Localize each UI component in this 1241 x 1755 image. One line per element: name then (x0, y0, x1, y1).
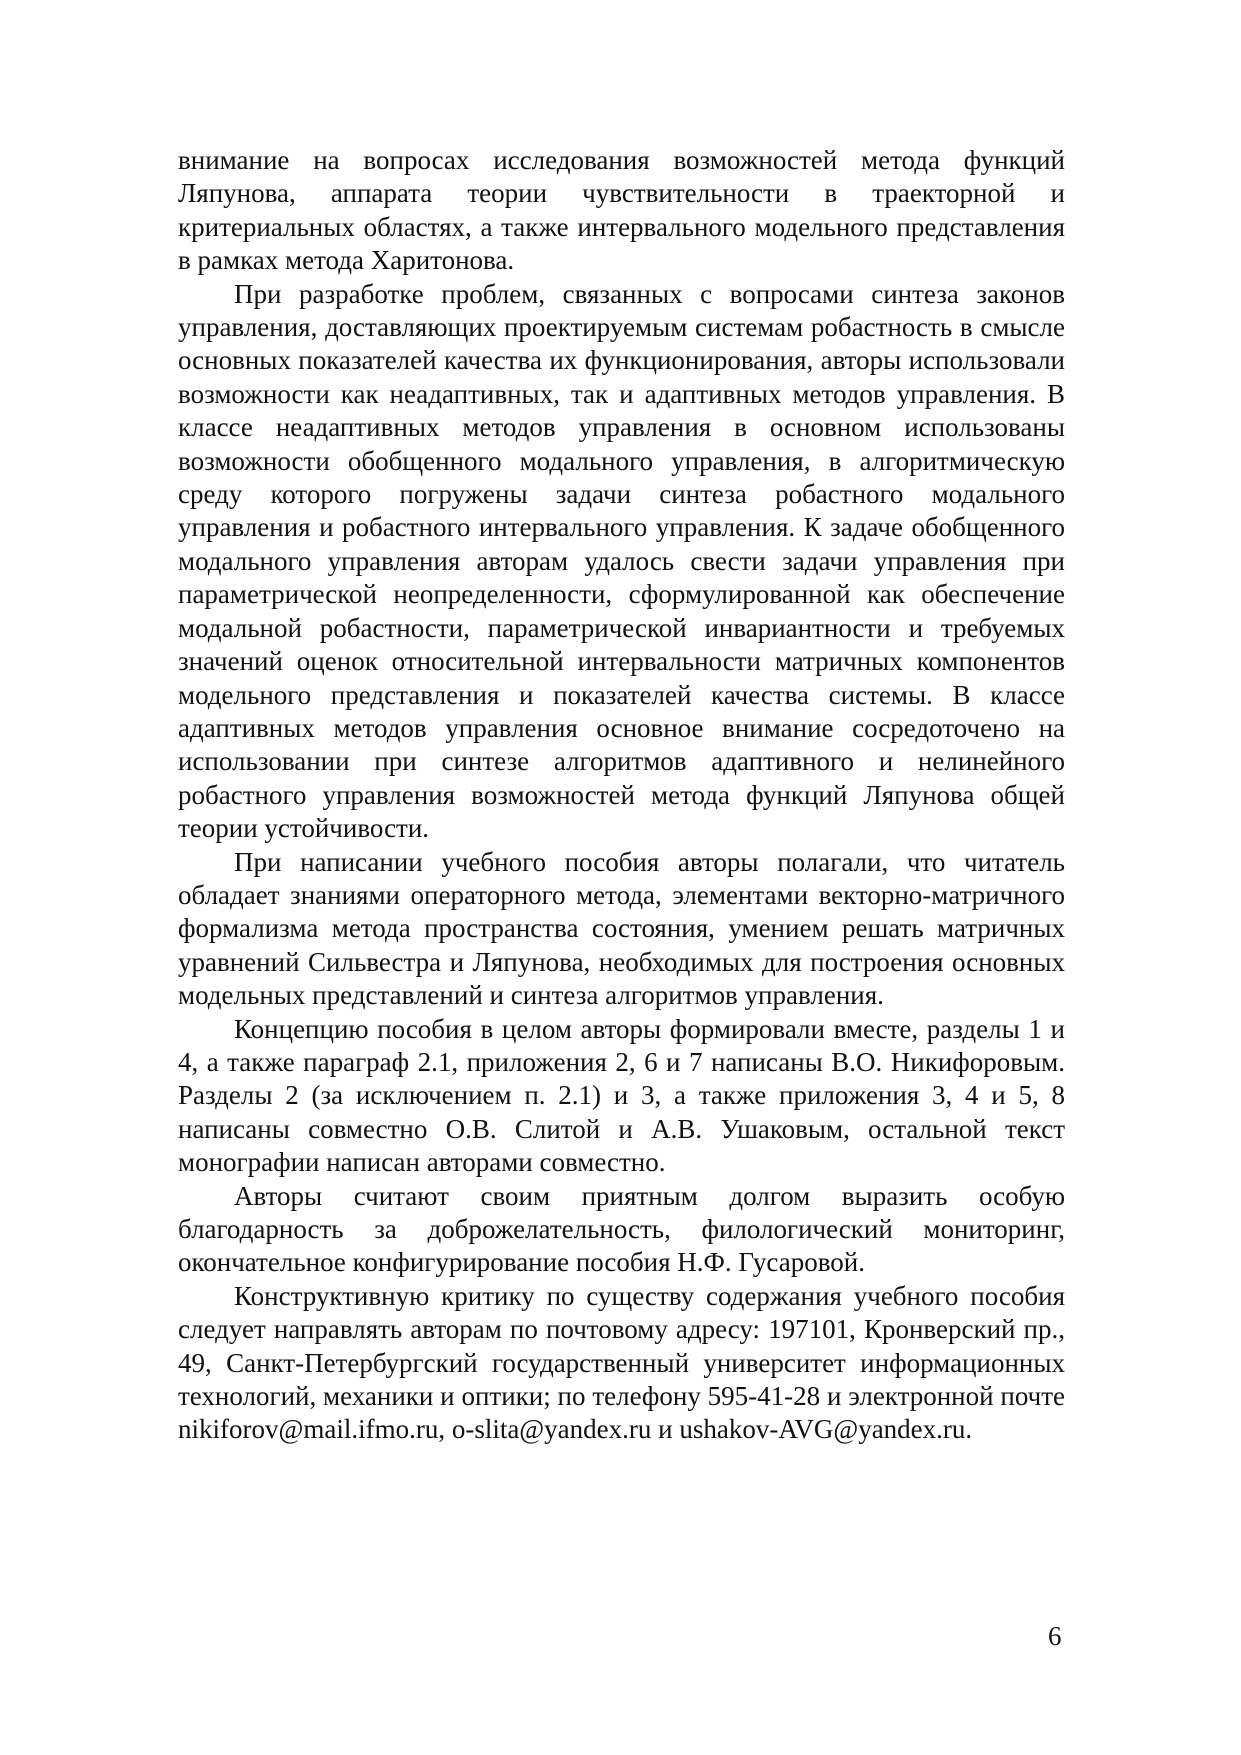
paragraph-acknowledgement: Авторы считают своим приятным долгом выразить особую благодарность за доброжелательность, филологический мониторинг, окончательное конфигурирование пособия Н.Ф. Гусаровой. (178, 1180, 1065, 1278)
paragraph-continuation: внимание на вопросах исследования возможностей метода функций Ляпунова, аппарата теории чувствительности в траекторной и критериальных областях, а также интервального модельного представления в рамках метода Харитонова. (178, 145, 1065, 276)
paragraph-reader-prerequisites: При написании учебного пособия авторы полагали, что читатель обладает знаниями операторного метода, элементами векторно-матричного формализма метода пространства состояния, умением решать матричных уравнений Сильвестра и Ляпунова, необходимых для построения основных модельных представлений и синтеза алгоритмов управления. (178, 846, 1065, 1011)
paragraph-authorship: Концепцию пособия в целом авторы формировали вместе, разделы 1 и 4, а также параграф 2.1, приложения 2, 6 и 7 написаны В.О. Никифоровым. Разделы 2 (за исключением п. 2.1) и 3, а также приложения 3, 4 и 5, 8 написаны совместно О.В. Слитой и А.В. Ушаковым, остальной текст монографии написан авторами совместно. (178, 1013, 1065, 1178)
body-text (178, 144, 1065, 1447)
page-number: 6 (1048, 1621, 1062, 1651)
paragraph-contact-info: Конструктивную критику по существу содержания учебного пособия следует направлять авторам по почтовому адресу: 197101, Кронверский пр., 49, Санкт-Петербургский государственный университет информационных технологий, механики и оптики; по телефону 595-41-28 и электронной почте nikiforov@mail.ifmo.ru, o-slita@yandex.ru и ushakov-AVG@yandex.ru. (178, 1280, 1065, 1445)
paragraph-control-synthesis: При разработке проблем, связанных с вопросами синтеза законов управления, доставляющих проектируемым системам робастность в смысле основных показателей качества их функционирования, авторы использовали возможности как неадаптивных, так и адаптивных методов управления. В классе неадаптивных методов управления в основном использованы возможности обобщенного модального управления, в алгоритмическую среду которого погружены задачи синтеза робастного модального управления и робастного интервального управления. К задаче обобщенного модального управления авторам удалось свести задачи управления при параметрической неопределенности, сформулированной как обеспечение модальной робастности, параметрической инвариантности и требуемых значений оценок относительной интервальности матричных компонентов модельного представления и показателей качества системы. В классе адаптивных методов управления основное внимание сосредоточено на использовании при синтезе алгоритмов адаптивного и нелинейного робастного управления возможностей метода функций Ляпунова общей теории устойчивости. (178, 278, 1065, 844)
